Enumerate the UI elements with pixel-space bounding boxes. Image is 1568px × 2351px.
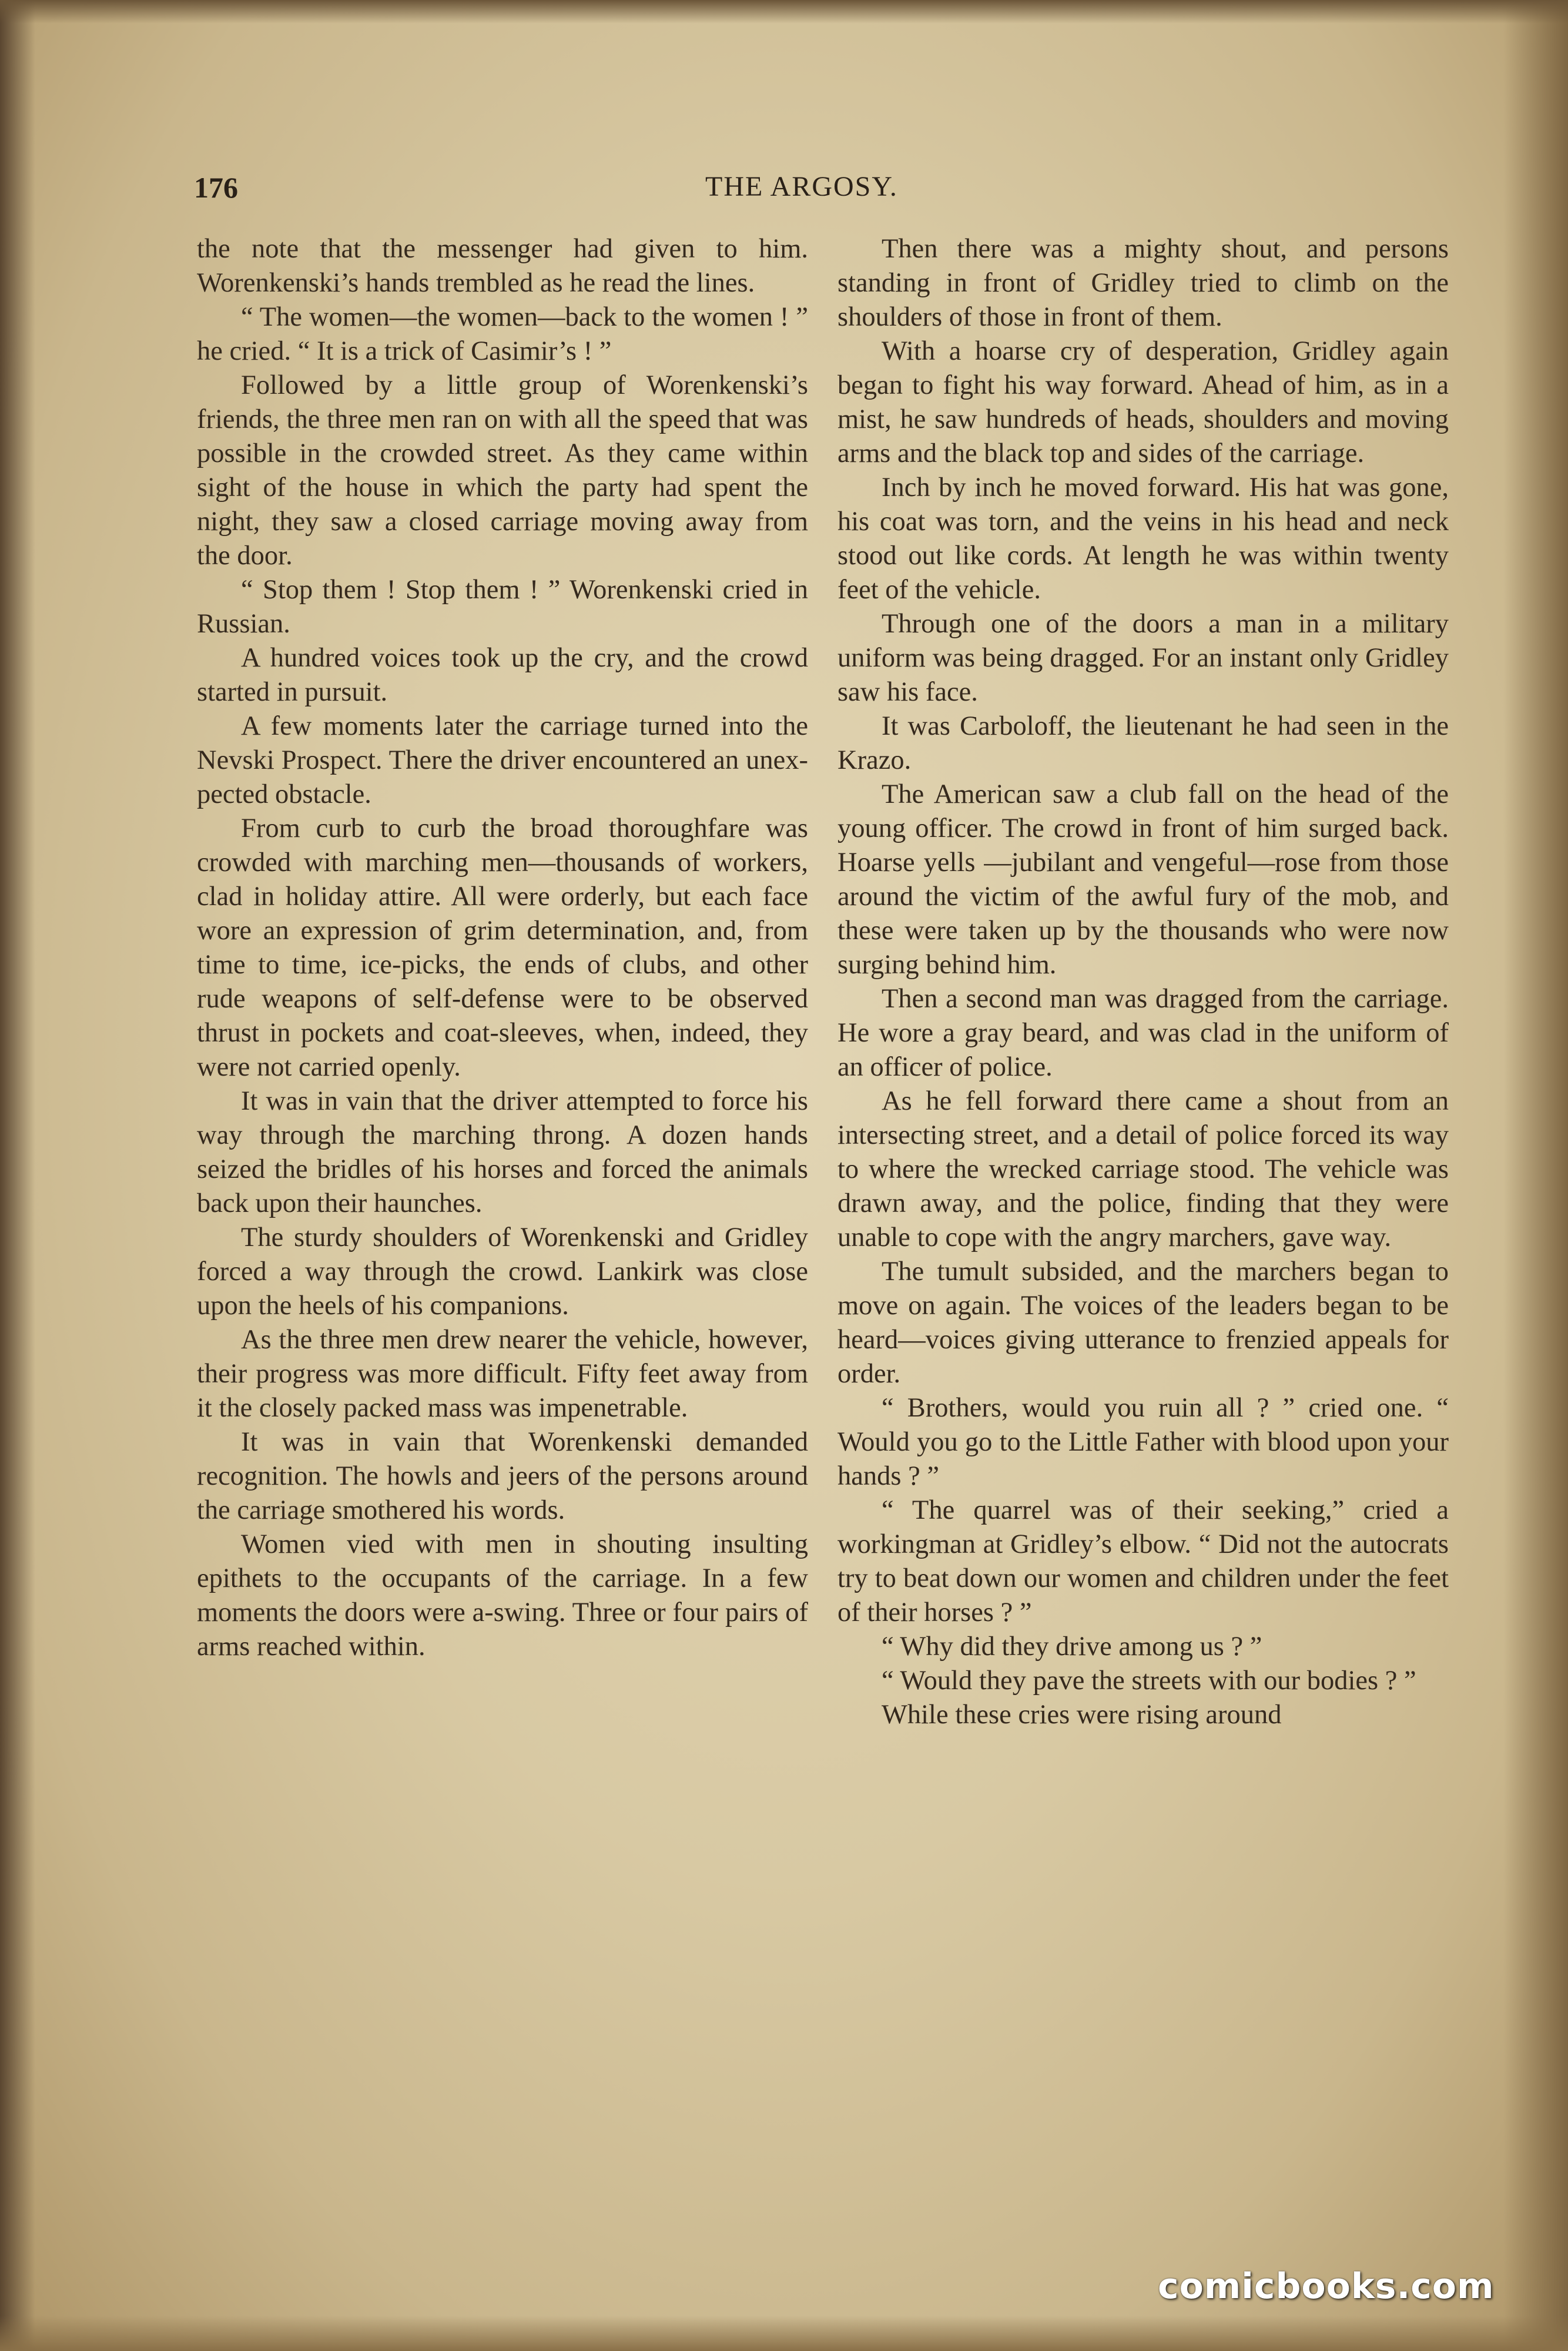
paragraph: Through one of the doors a man in a military uniform was being dragged. For an instant only Gridley saw his face. xyxy=(837,609,1449,707)
paragraph: Then there was a mighty shout, and persons standing in front of Gridley tried to climb on the shoulders of those in front of them. xyxy=(837,234,1449,332)
paragraph: The American saw a club fall on the head of the young officer. The crowd in front of him surged back. Hoarse yells —jubilant and vengeful—rose from those around the victim of the awful fury of the mob, and these were taken up by the thousands who were now surging behind him. xyxy=(837,779,1449,980)
paragraph: “ Stop them ! Stop them ! ” Worenkenski cried in Russian. xyxy=(197,575,808,639)
page-edge-shadow-top xyxy=(0,0,1568,24)
paragraph: The sturdy shoulders of Worenkenski and Gridley forced a way through the crowd. Lankirk was close upon the heels of his companions. xyxy=(197,1223,808,1321)
paragraph: With a hoarse cry of desperation, Gridley again began to fight his way forward. Ahead of him, as in a mist, he saw hundreds of heads, shoulders and moving arms and the black top and sides of the carriage. xyxy=(837,336,1449,468)
paragraph: As he fell forward there came a shout from an intersecting street, and a detail of police forced its way to where the wrecked carriage stood. The vehicle was drawn away, and the police, finding that they were unable to cope with the angry marchers, gave way. xyxy=(837,1086,1449,1252)
paragraph: “ The quarrel was of their seeking,” cried a workingman at Gridley’s elbow. “ Did not the autocrats try to beat down our women and children under the feet of their horses ? ” xyxy=(837,1495,1449,1627)
right-text-column xyxy=(837,232,1449,1732)
paragraph: “ Brothers, would you ruin all ? ” cried one. “ Would you go to the Little Father with blood upon your hands ? ” xyxy=(837,1393,1449,1491)
paragraph: Inch by inch he moved forward. His hat was gone, his coat was torn, and the veins in his head and neck stood out like cords. At length he was within twenty feet of the vehicle. xyxy=(837,473,1449,605)
paragraph: A few moments later the carriage turned into the Nevski Prospect. There the driver encountered an unexpected obstacle. xyxy=(197,711,808,809)
page-number: 176 xyxy=(194,171,238,204)
page-header xyxy=(194,170,1452,212)
page-edge-shadow-bottom xyxy=(0,2316,1568,2351)
paragraph: A hundred voices took up the cry, and the crowd started in pursuit. xyxy=(197,643,808,707)
paragraph: the note that the messenger had given to him. Worenkenski’s hands trembled as he read the lines. xyxy=(197,234,808,298)
paragraph: Followed by a little group of Worenkenski’s friends, the three men ran on with all the speed that was possible in the crowded street. As they came within sight of the house in which the party had spent the night, they saw a closed carriage moving away from the door. xyxy=(197,370,808,571)
left-text-column xyxy=(197,232,808,1664)
paragraph: It was in vain that the driver attempted to force his way through the marching throng. A dozen hands seized the bridles of his horses and forced the animals back upon their haunches. xyxy=(197,1086,808,1218)
page-edge-shadow-right xyxy=(1503,0,1568,2351)
paragraph: “ Would they pave the streets with our bodies ? ” xyxy=(882,1666,1416,1696)
paragraph: As the three men drew nearer the vehicle, however, their progress was more difficult. Fifty feet away from it the closely packed mass was impenetrable. xyxy=(197,1325,808,1423)
paragraph: The tumult subsided, and the marchers began to move on again. The voices of the leaders began to be heard—voices giving utterance to frenzied appeals for order. xyxy=(837,1257,1449,1389)
paragraph: “ The women—the women—back to the women ! ” he cried. “ It is a trick of Casimir’s ! ” xyxy=(197,302,808,366)
site-watermark: comicbooks.com xyxy=(1158,2266,1495,2307)
running-head: THE ARGOSY. xyxy=(705,171,898,202)
paragraph: It was Carboloff, the lieutenant he had seen in the Krazo. xyxy=(837,711,1449,775)
paragraph: It was in vain that Worenkenski demanded recognition. The howls and jeers of the persons around the carriage smothered his words. xyxy=(197,1427,808,1525)
paragraph: “ Why did they drive among us ? ” xyxy=(882,1632,1262,1662)
page-edge-shadow-left xyxy=(0,0,35,2351)
paragraph: While these cries were rising around xyxy=(882,1700,1282,1730)
paragraph: Women vied with men in shouting insulting epithets to the occupants of the carriage. In a few moments the doors were a-swing. Three or four pairs of arms reached within. xyxy=(197,1529,808,1662)
paragraph: From curb to curb the broad thoroughfare was crowded with marching men—thousands of workers, clad in holiday attire. All were orderly, but each face wore an expression of grim determination, and, from time to time, ice-picks, the ends of clubs, and other rude weapons of self-defense were to be observed thrust in pockets and coat-sleeves, when, indeed, they were not carried openly. xyxy=(197,813,808,1082)
paragraph: Then a second man was dragged from the carriage. He wore a gray beard, and was clad in the uniform of an officer of police. xyxy=(837,984,1449,1082)
